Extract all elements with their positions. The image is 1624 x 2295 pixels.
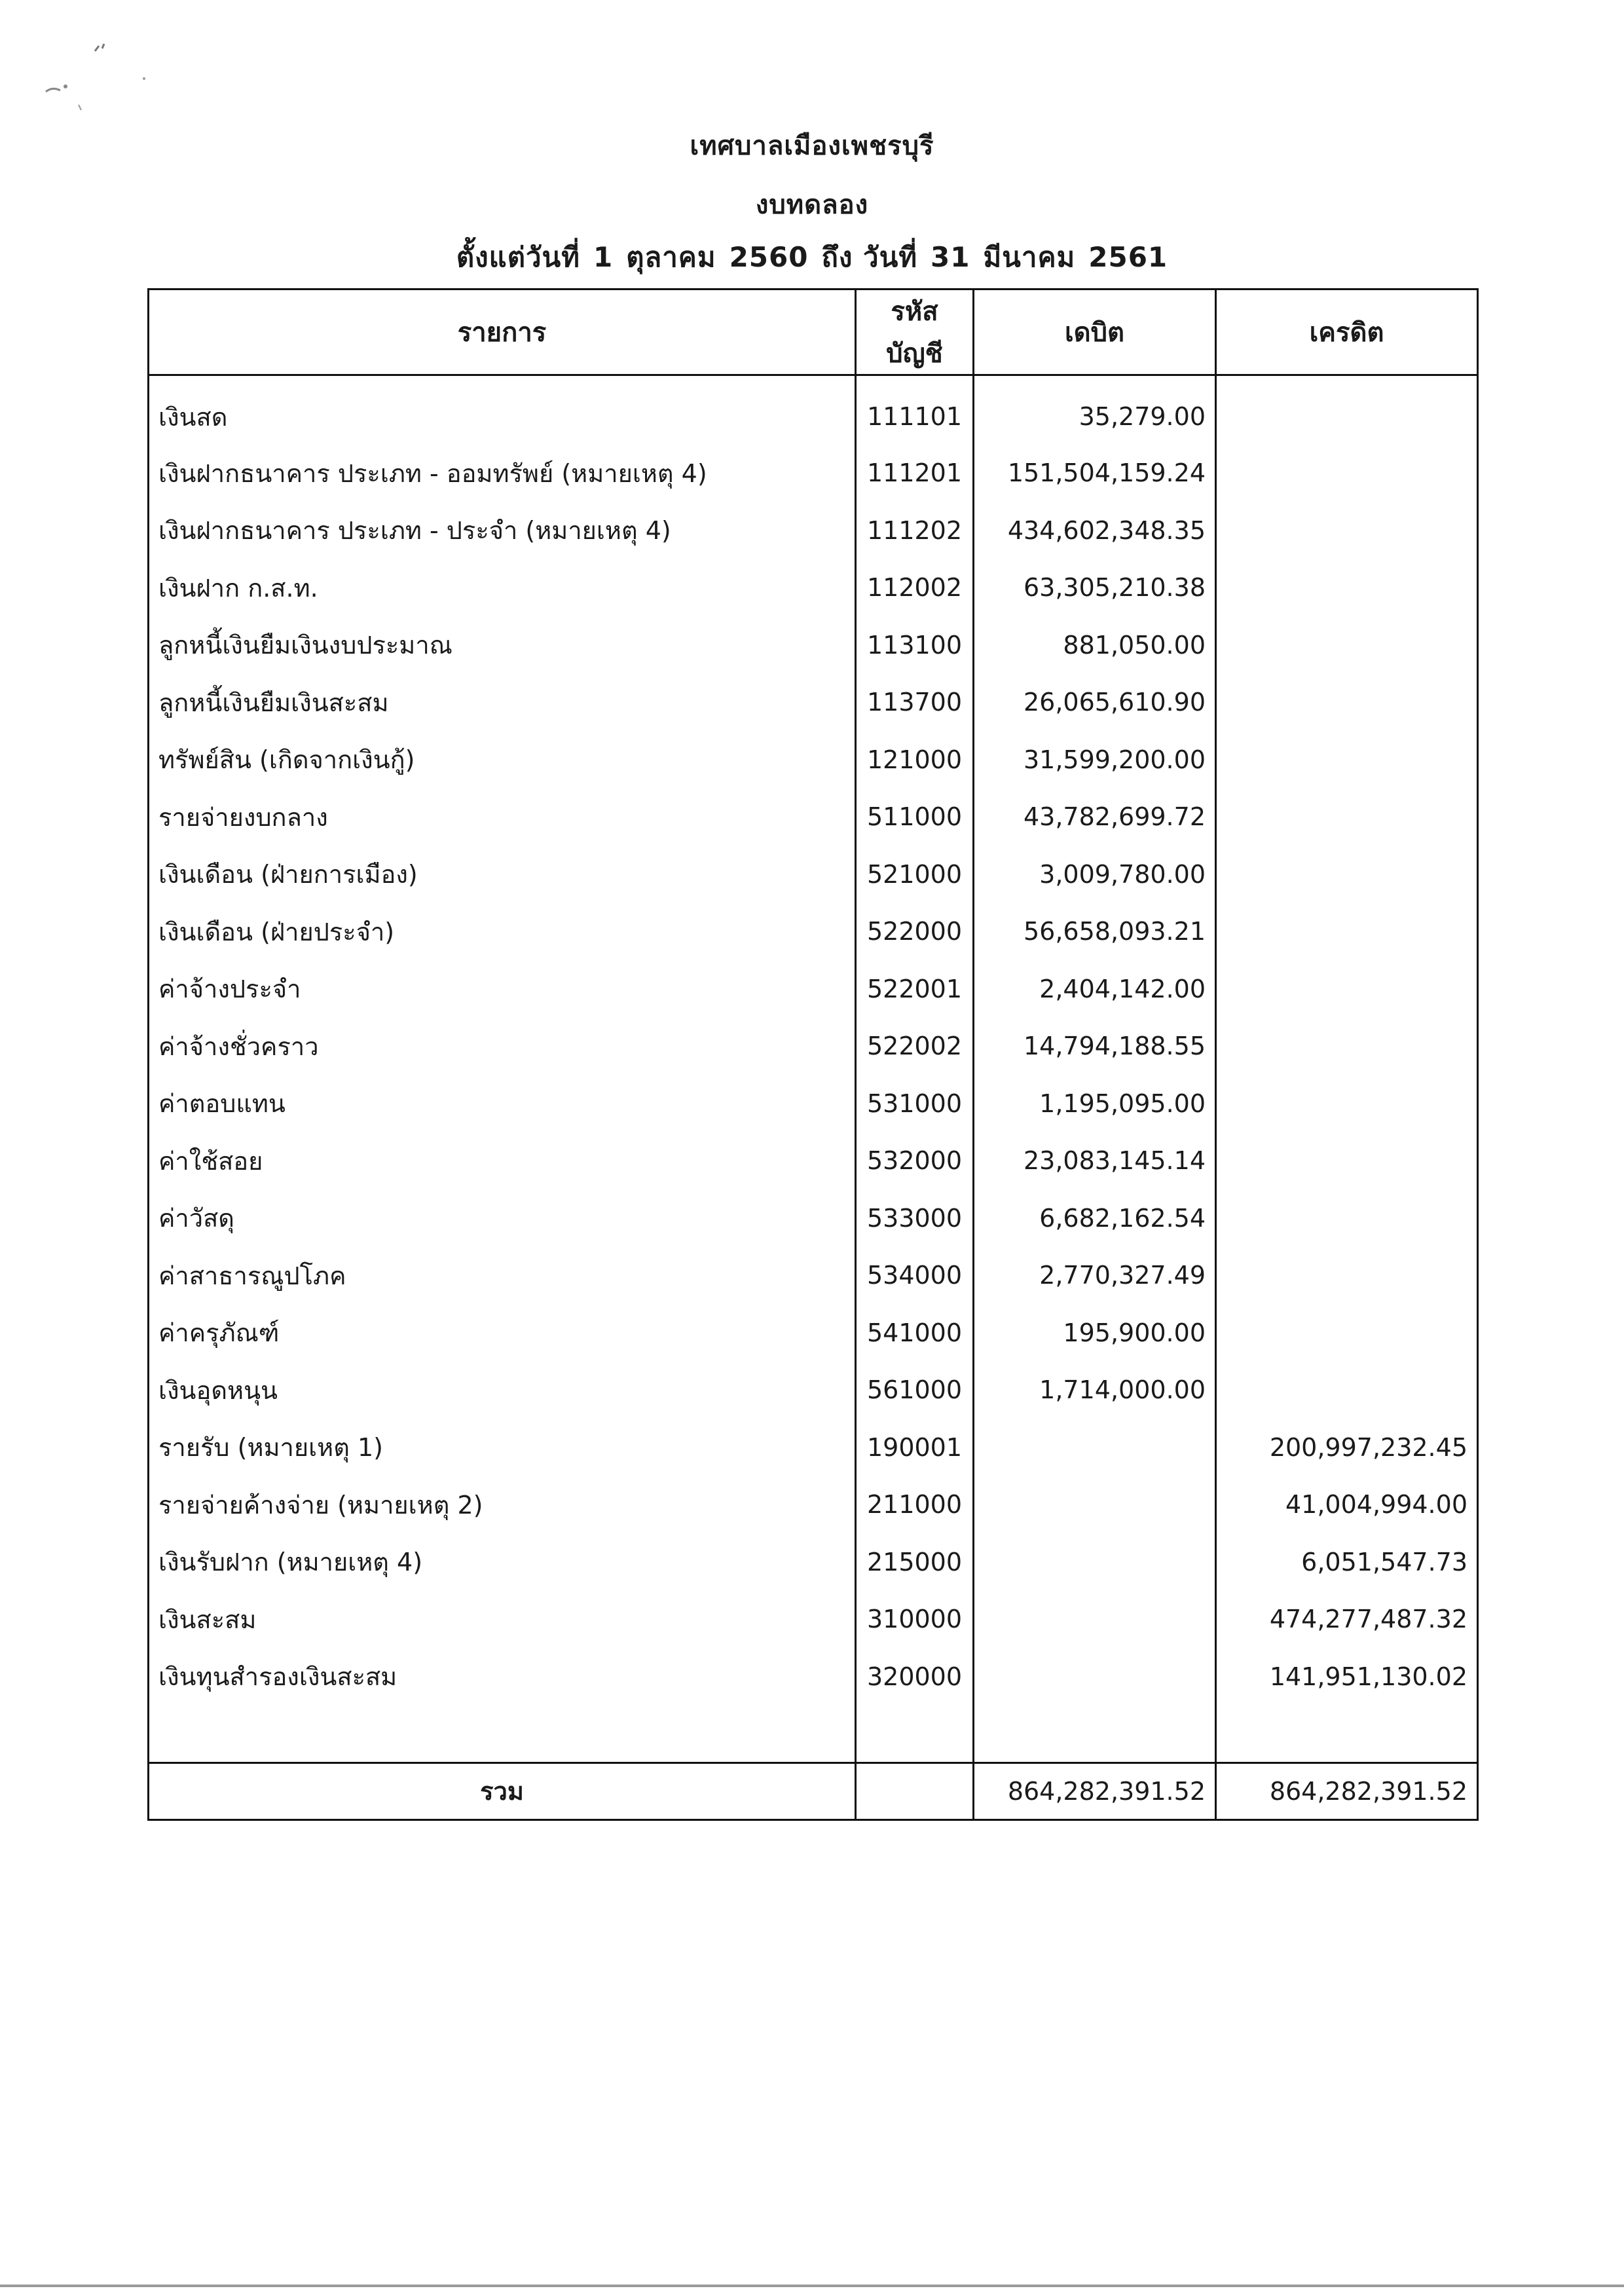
total-code-empty — [856, 1763, 974, 1820]
row-credit — [1216, 1247, 1478, 1305]
table-row — [149, 1476, 1478, 1534]
row-code: 111202 — [856, 502, 974, 559]
row-item: เงินเดือน (ฝ่ายประจำ) — [149, 903, 856, 961]
table-row — [149, 1533, 1478, 1591]
row-code: 215000 — [856, 1533, 974, 1591]
trial-balance-table — [147, 288, 1479, 1821]
table-row — [149, 1362, 1478, 1419]
scan-specks — [39, 39, 170, 131]
period-to-day: 31 — [931, 241, 970, 273]
row-item: ค่าใช้สอย — [149, 1132, 856, 1190]
row-credit — [1216, 502, 1478, 559]
row-credit — [1216, 1132, 1478, 1190]
row-code: 113100 — [856, 616, 974, 674]
row-code: 310000 — [856, 1591, 974, 1649]
row-credit — [1216, 559, 1478, 617]
row-debit: 56,658,093.21 — [974, 903, 1216, 961]
row-code: 190001 — [856, 1419, 974, 1476]
row-debit — [974, 1648, 1216, 1706]
row-item: เงินรับฝาก (หมายเหตุ 4) — [149, 1533, 856, 1591]
row-item: เงินฝากธนาคาร ประเภท - ประจำ (หมายเหตุ 4) — [149, 502, 856, 559]
table-empty-space — [149, 1706, 1478, 1763]
table-row — [149, 1304, 1478, 1362]
row-item: เงินเดือน (ฝ่ายการเมือง) — [149, 846, 856, 903]
row-credit — [1216, 731, 1478, 789]
row-debit: 2,770,327.49 — [974, 1247, 1216, 1305]
row-credit: 141,951,130.02 — [1216, 1648, 1478, 1706]
row-code: 111201 — [856, 445, 974, 502]
table-row — [149, 1648, 1478, 1706]
table-row — [149, 1018, 1478, 1075]
row-credit — [1216, 375, 1478, 445]
table-row — [149, 1132, 1478, 1190]
row-item: ลูกหนี้เงินยืมเงินงบประมาณ — [149, 616, 856, 674]
column-header-credit: เครดิต — [1216, 289, 1478, 375]
row-item: ค่าตอบแทน — [149, 1075, 856, 1132]
row-code: 533000 — [856, 1189, 974, 1247]
period-from-month: ตุลาคม — [626, 241, 716, 273]
row-item: เงินสะสม — [149, 1591, 856, 1649]
row-code: 121000 — [856, 731, 974, 789]
table-total-row — [149, 1763, 1478, 1820]
row-debit: 2,404,142.00 — [974, 960, 1216, 1018]
row-item: ค่าสาธารณูปโภค — [149, 1247, 856, 1305]
row-credit: 6,051,547.73 — [1216, 1533, 1478, 1591]
column-header-item: รายการ — [149, 289, 856, 375]
table-row — [149, 846, 1478, 903]
row-item: ค่าครุภัณฑ์ — [149, 1304, 856, 1362]
table-row — [149, 1075, 1478, 1132]
period-line — [0, 239, 1624, 276]
row-item: ค่าวัสดุ — [149, 1189, 856, 1247]
row-item: ลูกหนี้เงินยืมเงินสะสม — [149, 674, 856, 732]
row-code: 511000 — [856, 789, 974, 846]
row-item: เงินอุดหนุน — [149, 1362, 856, 1419]
row-code: 534000 — [856, 1247, 974, 1305]
row-debit: 1,714,000.00 — [974, 1362, 1216, 1419]
row-debit: 151,504,159.24 — [974, 445, 1216, 502]
row-credit — [1216, 616, 1478, 674]
row-code: 522001 — [856, 960, 974, 1018]
row-credit: 474,277,487.32 — [1216, 1591, 1478, 1649]
row-item: รายรับ (หมายเหตุ 1) — [149, 1419, 856, 1476]
row-debit — [974, 1533, 1216, 1591]
row-credit — [1216, 960, 1478, 1018]
row-credit — [1216, 1075, 1478, 1132]
row-debit: 14,794,188.55 — [974, 1018, 1216, 1075]
row-code: 532000 — [856, 1132, 974, 1190]
row-code: 113700 — [856, 674, 974, 732]
row-debit: 3,009,780.00 — [974, 846, 1216, 903]
period-from-day: 1 — [593, 241, 614, 273]
row-credit: 41,004,994.00 — [1216, 1476, 1478, 1534]
table-row — [149, 789, 1478, 846]
row-debit: 881,050.00 — [974, 616, 1216, 674]
empty-cell — [974, 1706, 1216, 1763]
table-row — [149, 731, 1478, 789]
period-from-prefix: ตั้งแต่วันที่ — [456, 241, 580, 273]
row-debit — [974, 1476, 1216, 1534]
table-row — [149, 375, 1478, 445]
row-code: 112002 — [856, 559, 974, 617]
table-row — [149, 559, 1478, 617]
table-row — [149, 502, 1478, 559]
table-row — [149, 1247, 1478, 1305]
row-debit: 1,195,095.00 — [974, 1075, 1216, 1132]
row-code: 561000 — [856, 1362, 974, 1419]
row-item: เงินสด — [149, 375, 856, 445]
empty-cell — [856, 1706, 974, 1763]
row-code: 522000 — [856, 903, 974, 961]
row-credit — [1216, 1304, 1478, 1362]
row-credit: 200,997,232.45 — [1216, 1419, 1478, 1476]
row-item: ค่าจ้างประจำ — [149, 960, 856, 1018]
empty-cell — [1216, 1706, 1478, 1763]
row-debit: 6,682,162.54 — [974, 1189, 1216, 1247]
total-label: รวม — [149, 1763, 856, 1820]
table-header-row — [149, 289, 1478, 375]
row-code: 522002 — [856, 1018, 974, 1075]
row-debit — [974, 1419, 1216, 1476]
row-debit: 434,602,348.35 — [974, 502, 1216, 559]
document-title: งบทดลอง — [755, 190, 869, 220]
row-credit — [1216, 1018, 1478, 1075]
row-code: 320000 — [856, 1648, 974, 1706]
row-code: 211000 — [856, 1476, 974, 1534]
row-code: 531000 — [856, 1075, 974, 1132]
row-debit: 63,305,210.38 — [974, 559, 1216, 617]
row-item: รายจ่ายค้างจ่าย (หมายเหตุ 2) — [149, 1476, 856, 1534]
table-row — [149, 1189, 1478, 1247]
table-row — [149, 445, 1478, 502]
table-row — [149, 1591, 1478, 1649]
period-from-year: 2560 — [729, 241, 809, 273]
row-debit: 31,599,200.00 — [974, 731, 1216, 789]
table-row — [149, 903, 1478, 961]
empty-cell — [149, 1706, 856, 1763]
row-debit — [974, 1591, 1216, 1649]
row-credit — [1216, 445, 1478, 502]
row-item: เงินฝากธนาคาร ประเภท - ออมทรัพย์ (หมายเหตุ 4) — [149, 445, 856, 502]
column-header-debit: เดบิต — [974, 289, 1216, 375]
row-item: รายจ่ายงบกลาง — [149, 789, 856, 846]
row-item: เงินทุนสำรองเงินสะสม — [149, 1648, 856, 1706]
table-row — [149, 960, 1478, 1018]
row-item: ค่าจ้างชั่วคราว — [149, 1018, 856, 1075]
period-to-prefix: ถึง วันที่ — [821, 241, 918, 273]
period-to-year: 2561 — [1088, 241, 1168, 273]
row-credit — [1216, 1189, 1478, 1247]
row-debit: 35,279.00 — [974, 375, 1216, 445]
table-row — [149, 1419, 1478, 1476]
row-code: 541000 — [856, 1304, 974, 1362]
table-row — [149, 674, 1478, 732]
row-credit — [1216, 903, 1478, 961]
row-credit — [1216, 674, 1478, 732]
row-debit: 23,083,145.14 — [974, 1132, 1216, 1190]
row-code: 111101 — [856, 375, 974, 445]
total-debit: 864,282,391.52 — [974, 1763, 1216, 1820]
table-row — [149, 616, 1478, 674]
row-item: ทรัพย์สิน (เกิดจากเงินกู้) — [149, 731, 856, 789]
row-credit — [1216, 1362, 1478, 1419]
row-debit: 195,900.00 — [974, 1304, 1216, 1362]
row-credit — [1216, 846, 1478, 903]
row-code: 521000 — [856, 846, 974, 903]
total-credit: 864,282,391.52 — [1216, 1763, 1478, 1820]
row-item: เงินฝาก ก.ส.ท. — [149, 559, 856, 617]
organization-name: เทศบาลเมืองเพชรบุรี — [690, 131, 934, 161]
column-header-code: รหัสบัญชี — [856, 289, 974, 375]
row-debit: 43,782,699.72 — [974, 789, 1216, 846]
row-debit: 26,065,610.90 — [974, 674, 1216, 732]
period-to-month: มีนาคม — [983, 241, 1076, 273]
row-credit — [1216, 789, 1478, 846]
scan-bottom-edge — [0, 2285, 1624, 2287]
